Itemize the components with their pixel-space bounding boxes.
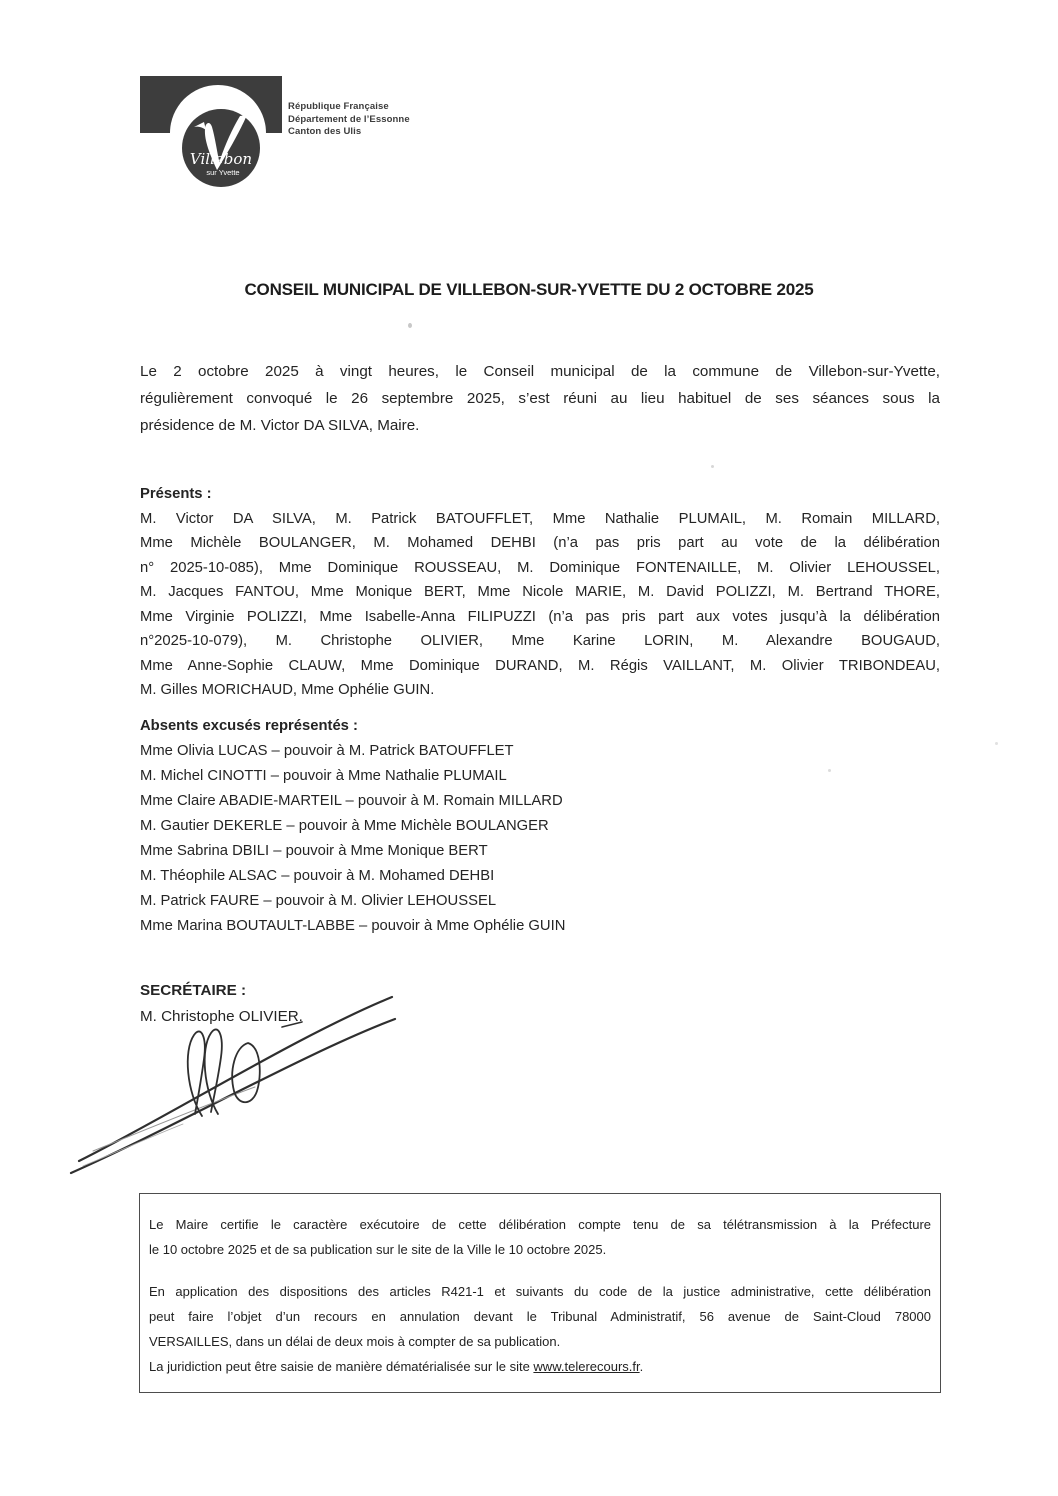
appeal-line: VERSAILLES, dans un délai de deux mois à compter de sa publication.	[149, 1334, 561, 1349]
presents-line: Mme Michèle BOULANGER, M. Mohamed DEHBI (n’a pas pris part au vote de la délibération	[140, 535, 940, 551]
canton-line: Canton des Ulis	[288, 126, 362, 137]
republique-line: République Française	[288, 101, 389, 112]
certification-line: Le Maire certifie le caractère exécutoire de cette délibération compte tenu de sa télétransmission à la Préfecture	[149, 1217, 931, 1232]
telerecours-period: .	[639, 1359, 644, 1374]
page-title: CONSEIL MUNICIPAL DE VILLEBON-SUR-YVETTE DU 2 OCTOBRE 2025	[244, 280, 814, 299]
scan-speck	[995, 742, 998, 745]
logo-city-name: Villebon	[189, 150, 253, 168]
scan-speck	[711, 465, 714, 468]
absent-proxy-item: Mme Sabrina DBILI – pouvoir à Mme Monique BERT	[140, 843, 488, 859]
presents-line: M. Victor DA SILVA, M. Patrick BATOUFFLET, Mme Nathalie PLUMAIL, M. Romain MILLARD,	[140, 510, 940, 527]
presents-line: M. Jacques FANTOU, Mme Monique BERT, Mme Nicole MARIE, M. David POLIZZI, M. Bertrand THORE,	[140, 584, 940, 600]
secretaire-section	[140, 978, 940, 1030]
absents-section	[140, 714, 940, 939]
presents-label: Présents :	[140, 486, 212, 502]
presents-section	[140, 482, 940, 703]
certification-paragraph	[149, 1212, 931, 1262]
villebon-logo	[140, 76, 290, 194]
intro-line: présidence de M. Victor DA SILVA, Maire.	[140, 417, 420, 434]
absent-proxy-item: M. Michel CINOTTI – pouvoir à Mme Nathalie PLUMAIL	[140, 768, 507, 784]
presents-line: Mme Virginie POLIZZI, Mme Isabelle-Anna FILIPUZZI (n’a pas pris part aux votes jusqu’à la délibération	[140, 608, 940, 625]
secretaire-name: M. Christophe OLIVIER.	[140, 1008, 303, 1025]
presents-line: M. Gilles MORICHAUD, Mme Ophélie GUIN.	[140, 682, 435, 698]
presents-line: Mme Anne-Sophie CLAUW, Mme Dominique DURAND, M. Régis VAILLANT, M. Olivier TRIBONDEAU,	[140, 657, 940, 674]
departement-line: Département de l’Essonne	[288, 113, 410, 125]
absent-proxy-item: M. Patrick FAURE – pouvoir à M. Olivier LEHOUSSEL	[140, 893, 497, 909]
presents-line: n°2025-10-079), M. Christophe OLIVIER, Mme Karine LORIN, M. Alexandre BOUGAUD,	[140, 633, 940, 649]
intro-line: Le 2 octobre 2025 à vingt heures, le Conseil municipal de la commune de Villebon-sur-Yvette,	[140, 363, 940, 380]
certification-line: le 10 octobre 2025 et de sa publication sur le site de la Ville le 10 octobre 2025.	[149, 1242, 607, 1257]
appeal-line: peut faire l’objet d’un recours en annulation devant le Tribunal Administratif, 56 avenue de Saint-Cloud 78000	[149, 1309, 931, 1324]
header-administrative-lines	[288, 101, 410, 139]
absent-proxy-item: M. Théophile ALSAC – pouvoir à M. Mohamed DEHBI	[140, 868, 495, 884]
presents-paragraph	[140, 507, 940, 703]
absents-label: Absents excusés représentés :	[140, 718, 358, 734]
presents-line: n° 2025-10-085), Mme Dominique ROUSSEAU, M. Dominique FONTENAILLE, M. Olivier LEHOUSSEL,	[140, 559, 940, 576]
intro-line: régulièrement convoqué le 26 septembre 2025, s’est réuni au lieu habituel de ses séances sous la	[140, 390, 940, 407]
certification-box	[139, 1193, 941, 1393]
absents-list	[140, 739, 940, 939]
telerecours-link[interactable]: www.telerecours.fr	[533, 1359, 640, 1374]
absent-proxy-item: M. Gautier DEKERLE – pouvoir à Mme Michèle BOULANGER	[140, 818, 549, 834]
scan-speck	[408, 323, 412, 328]
scan-speck	[828, 769, 831, 772]
intro-paragraph	[140, 358, 940, 439]
absent-proxy-item: Mme Claire ABADIE-MARTEIL – pouvoir à M. Romain MILLARD	[140, 793, 563, 809]
logo-city-subtitle: sur Yvette	[206, 168, 240, 177]
absent-proxy-item: Mme Olivia LUCAS – pouvoir à M. Patrick BATOUFFLET	[140, 743, 514, 759]
absent-proxy-item: Mme Marina BOUTAULT-LABBE – pouvoir à Mme Ophélie GUIN	[140, 918, 566, 934]
telerecours-text: La juridiction peut être saisie de manière dématérialisée sur le site	[149, 1359, 534, 1374]
telerecours-line	[149, 1354, 931, 1379]
secretaire-label: SECRÉTAIRE :	[140, 982, 247, 999]
appeal-paragraph	[149, 1279, 931, 1354]
appeal-line: En application des dispositions des articles R421-1 et suivants du code de la justice administrative, cette délibération	[149, 1284, 931, 1299]
villebon-logo-graphic	[140, 76, 290, 194]
